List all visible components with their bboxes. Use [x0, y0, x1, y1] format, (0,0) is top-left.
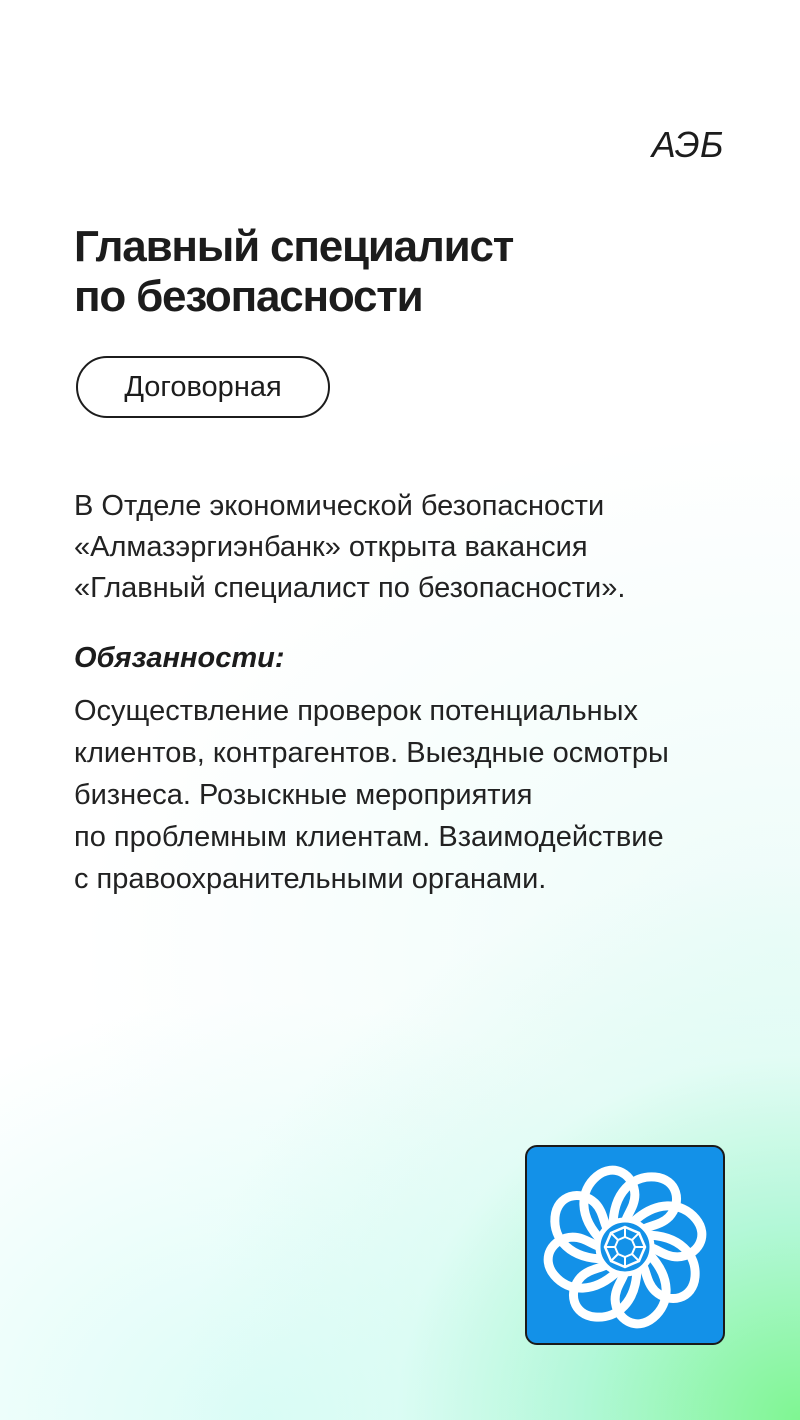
- intro-paragraph: [74, 486, 754, 609]
- title-line: Главный специалист: [74, 222, 514, 271]
- bank-logo: [525, 1145, 725, 1345]
- duties-paragraph: [74, 690, 774, 900]
- duties-heading: Обязанности:: [74, 642, 285, 674]
- duties-line: Осуществление проверок потенциальных: [74, 695, 638, 727]
- duties-line: с правоохранительными органами.: [74, 863, 547, 895]
- intro-line: «Алмазэргиэнбанк» открыта вакансия: [74, 531, 588, 563]
- duties-line: клиентов, контрагентов. Выездные осмотры: [74, 737, 669, 769]
- intro-line: В Отделе экономической безопасности: [74, 490, 605, 522]
- salary-badge: Договорная: [76, 356, 330, 418]
- page-title: [74, 222, 714, 322]
- title-line: по безопасности: [74, 272, 423, 321]
- duties-line: бизнеса. Розыскные мероприятия: [74, 779, 533, 811]
- brand-name: АЭБ: [651, 124, 724, 165]
- bank-logo-icon: [527, 1147, 723, 1343]
- duties-line: по проблемным клиентам. Взаимодействие: [74, 821, 664, 853]
- intro-line: «Главный специалист по безопасности».: [74, 572, 626, 604]
